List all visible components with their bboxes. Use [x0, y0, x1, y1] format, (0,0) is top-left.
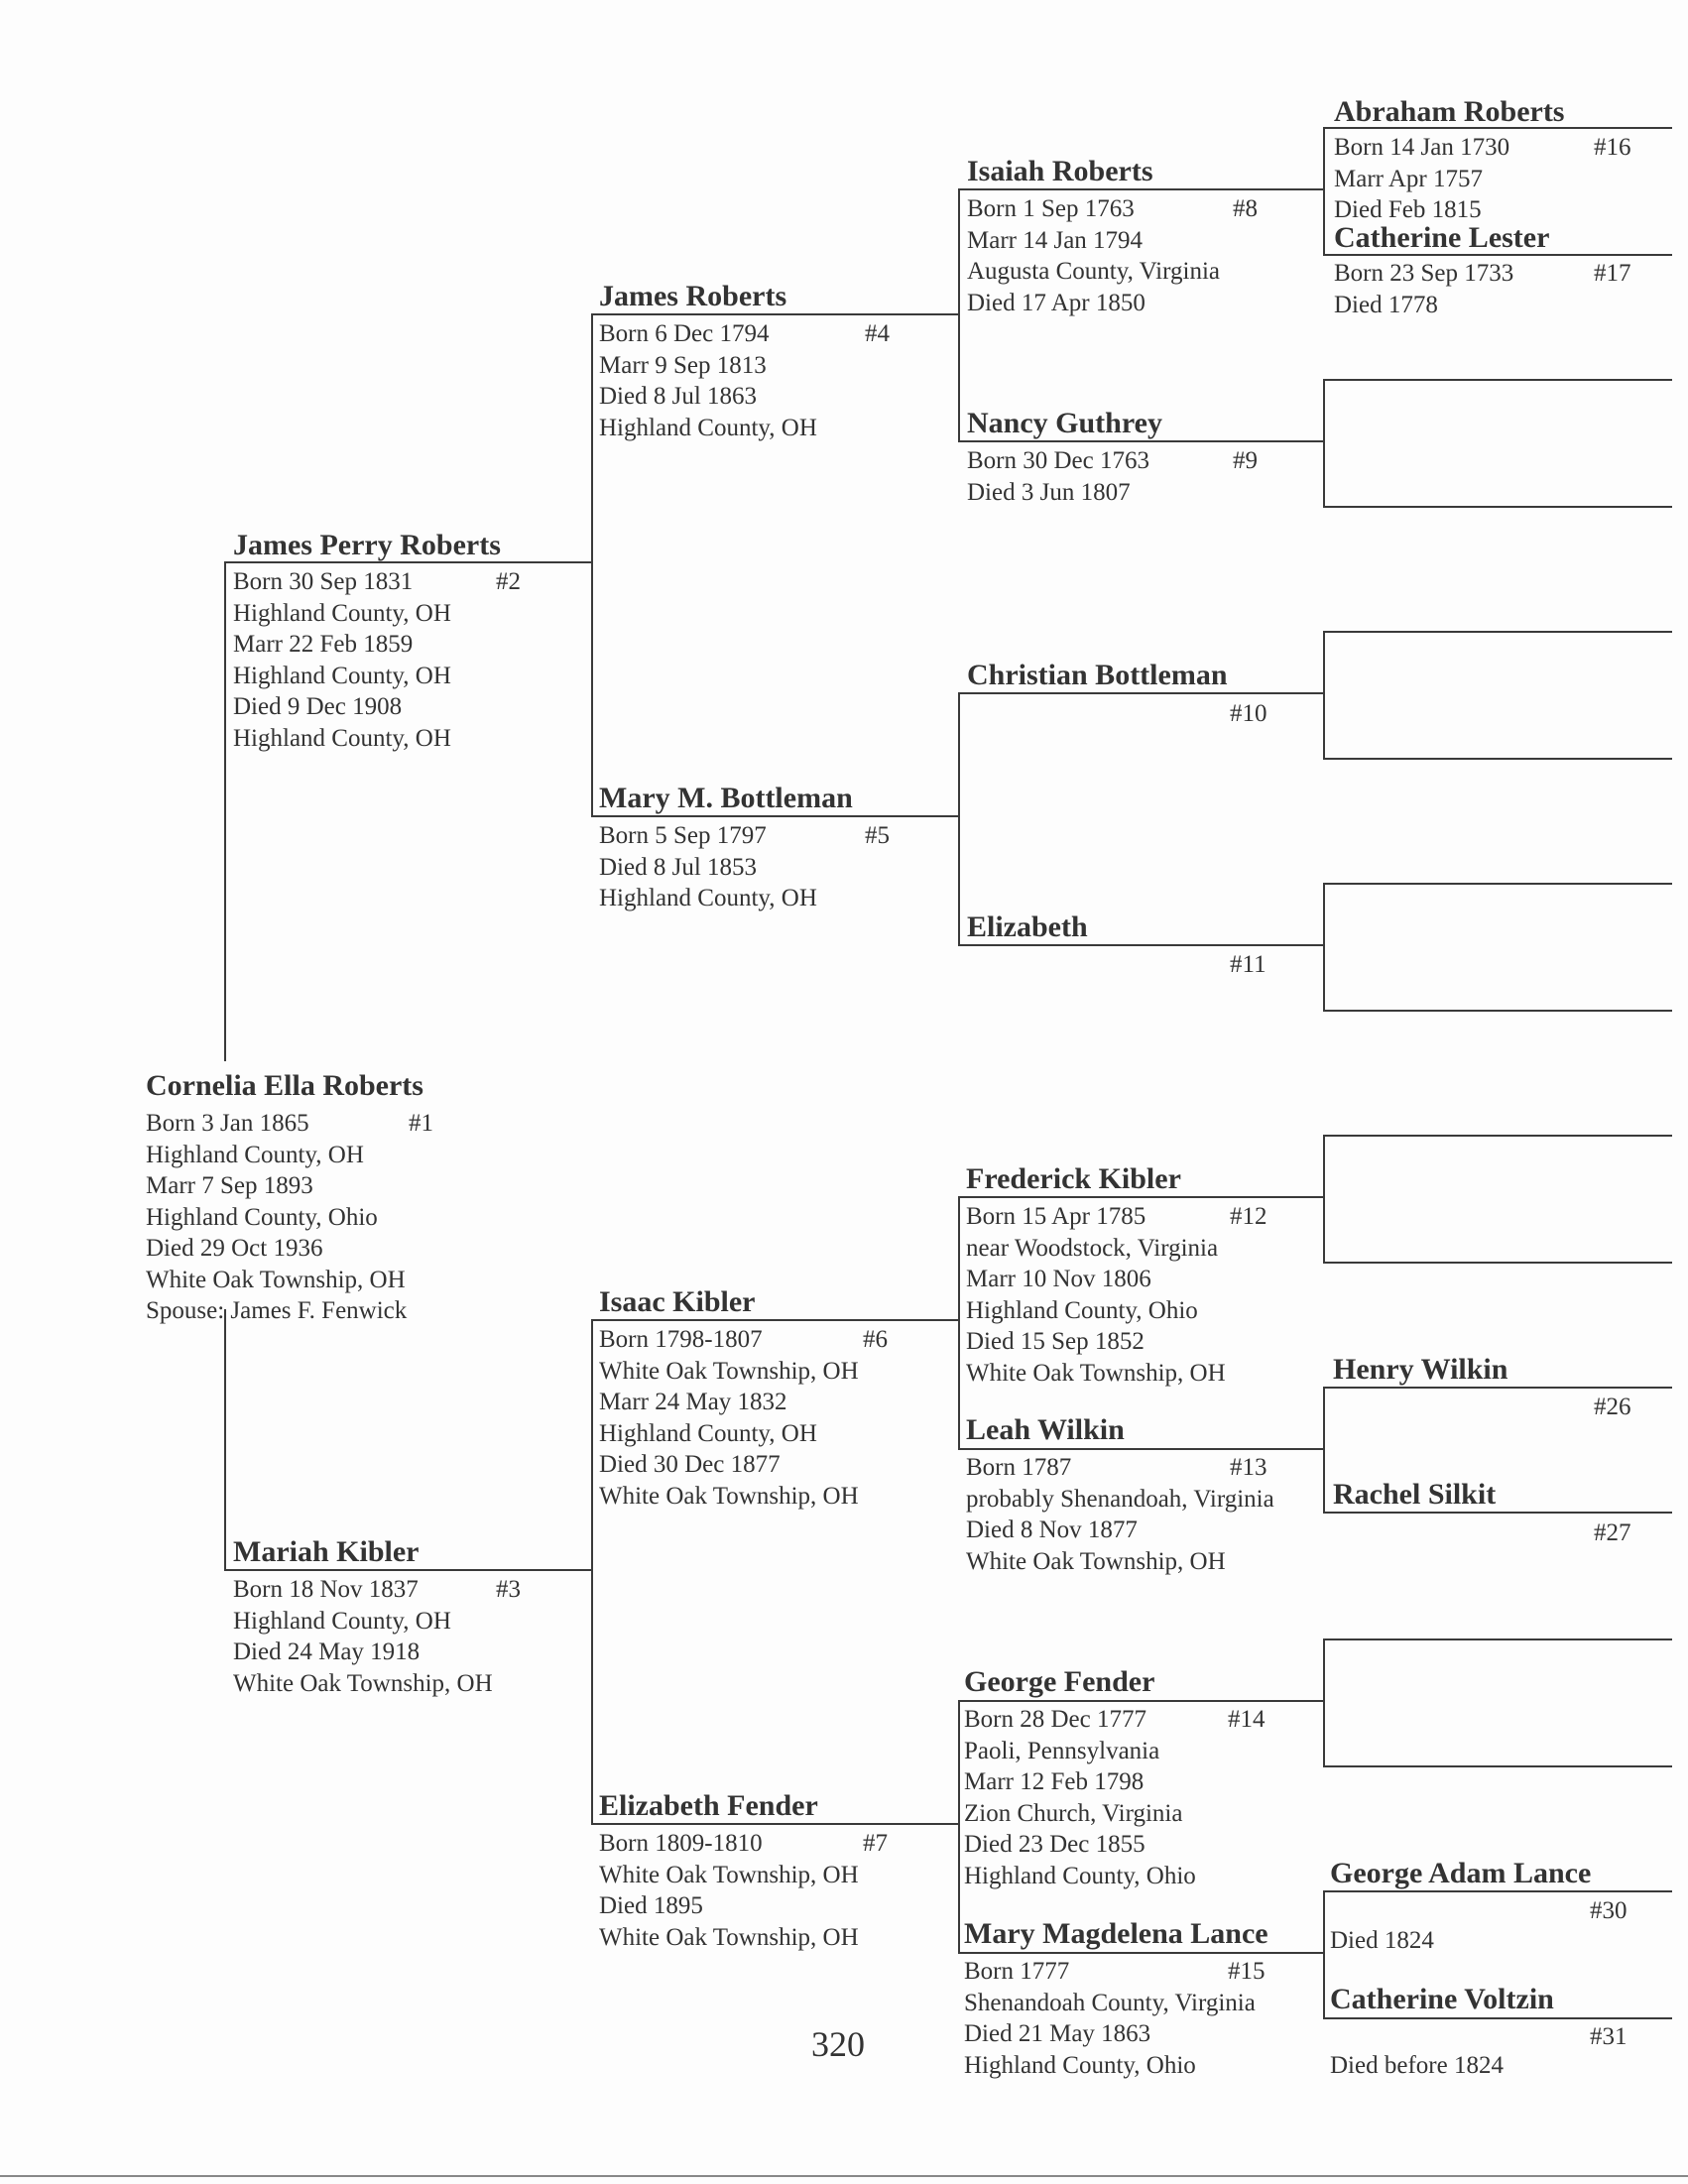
connector-line	[224, 1569, 591, 1571]
person-name: Leah Wilkin	[966, 1413, 1125, 1446]
page-bottom-rule	[0, 2175, 1688, 2177]
person-details	[1334, 258, 1513, 320]
person-name: Frederick Kibler	[966, 1162, 1181, 1195]
detail-line: Died 8 Nov 1877	[966, 1517, 1138, 1543]
detail-line: Marr 9 Sep 1813	[599, 351, 767, 379]
person-number: #3	[496, 1576, 521, 1603]
detail-line: White Oak Township, OH	[146, 1266, 406, 1293]
detail-line: Born 30 Sep 1831	[233, 568, 414, 595]
connector-line	[1323, 2017, 1672, 2019]
detail-line: Born 15 Apr 1785	[966, 1203, 1146, 1230]
person-number: #26	[1594, 1394, 1631, 1420]
detail-line: Born 1 Sep 1763	[967, 195, 1135, 222]
person-details	[233, 566, 451, 754]
detail-line: Marr 7 Sep 1893	[146, 1172, 313, 1199]
person-details	[1330, 1925, 1434, 1957]
person-name: Isaiah Roberts	[967, 155, 1153, 187]
detail-line: Died before 1824	[1330, 2052, 1504, 2079]
detail-line: Marr Apr 1757	[1334, 165, 1483, 192]
connector-line	[1323, 1135, 1672, 1137]
connector-line	[1323, 758, 1672, 760]
person-details	[599, 820, 817, 914]
person-details	[233, 1574, 493, 1699]
connector-line	[1323, 1387, 1325, 1512]
person-number: #2	[496, 568, 521, 595]
detail-line: White Oak Township, OH	[966, 1359, 1226, 1387]
person-details	[964, 1704, 1196, 1891]
person-details	[966, 1201, 1226, 1389]
person-name: Catherine Lester	[1334, 221, 1550, 254]
detail-line: Born 6 Dec 1794	[599, 320, 770, 347]
detail-line: Died 3 Jun 1807	[967, 478, 1131, 506]
detail-line: White Oak Township, OH	[599, 1861, 859, 1888]
connector-line	[1323, 1638, 1325, 1765]
person-details	[1330, 2050, 1504, 2082]
connector-line	[1323, 1890, 1672, 1892]
person-number: #13	[1230, 1454, 1267, 1481]
detail-line: Paoli, Pennsylvania	[964, 1737, 1160, 1764]
connector-line	[958, 1952, 1323, 1954]
detail-line: White Oak Township, OH	[599, 1357, 859, 1385]
person-number: #10	[1230, 700, 1267, 727]
detail-line: Highland County, OH	[233, 599, 451, 627]
person-name: Elizabeth	[967, 910, 1088, 943]
detail-line: Born 14 Jan 1730	[1334, 134, 1510, 161]
person-details	[967, 193, 1220, 318]
detail-line: Born 18 Nov 1837	[233, 1576, 419, 1603]
detail-line: Died 24 May 1918	[233, 1638, 421, 1665]
detail-line: Zion Church, Virginia	[964, 1799, 1183, 1827]
detail-line: Highland County, Ohio	[964, 1862, 1196, 1889]
person-name: James Roberts	[599, 280, 787, 312]
connector-line	[591, 1319, 958, 1321]
detail-line: Highland County, Ohio	[146, 1203, 378, 1231]
detail-line: Died 1895	[599, 1892, 703, 1919]
detail-line: Died 29 Oct 1936	[146, 1235, 323, 1262]
person-details	[964, 1956, 1256, 2081]
connector-line	[591, 1823, 958, 1825]
person-name: Christian Bottleman	[967, 659, 1228, 691]
connector-line	[958, 1448, 1323, 1450]
connector-line	[1323, 1135, 1325, 1262]
detail-line: White Oak Township, OH	[966, 1547, 1226, 1575]
person-number: #31	[1590, 2023, 1628, 2050]
connector-line	[1323, 1262, 1672, 1264]
detail-line: Died 9 Dec 1908	[233, 693, 403, 720]
person-details	[599, 318, 817, 443]
connector-line	[958, 188, 1323, 190]
person-name: Mary Magdelena Lance	[964, 1917, 1268, 1950]
detail-line: Highland County, OH	[599, 414, 817, 441]
detail-line: White Oak Township, OH	[599, 1482, 859, 1510]
detail-line: Died 23 Dec 1855	[964, 1831, 1145, 1858]
person-name: James Perry Roberts	[233, 529, 501, 561]
connector-line	[958, 188, 960, 442]
detail-line: Died Feb 1815	[1334, 196, 1482, 223]
connector-line	[1323, 379, 1672, 381]
person-details	[966, 1452, 1274, 1577]
person-name: Mariah Kibler	[233, 1535, 420, 1568]
connector-line	[958, 692, 1323, 694]
person-name: Nancy Guthrey	[967, 407, 1162, 439]
connector-line	[1323, 631, 1672, 633]
person-name: Abraham Roberts	[1334, 95, 1565, 128]
person-number: #9	[1233, 447, 1258, 474]
connector-line	[1323, 1638, 1672, 1640]
detail-line: near Woodstock, Virginia	[966, 1234, 1219, 1262]
detail-line: Spouse: James F. Fenwick	[146, 1297, 408, 1324]
detail-line: Marr 24 May 1832	[599, 1389, 787, 1415]
connector-line	[1323, 1010, 1672, 1012]
detail-line: Born 3 Jan 1865	[146, 1110, 309, 1137]
connector-line	[1323, 1387, 1672, 1389]
person-name: Catherine Voltzin	[1330, 1983, 1554, 2015]
person-name: Elizabeth Fender	[599, 1789, 818, 1822]
detail-line: Died 30 Dec 1877	[599, 1451, 781, 1478]
detail-line: Died 1778	[1334, 291, 1438, 318]
detail-line: White Oak Township, OH	[599, 1923, 859, 1951]
detail-line: Died 15 Sep 1852	[966, 1328, 1145, 1355]
connector-line	[1323, 631, 1325, 758]
detail-line: Highland County, OH	[233, 662, 451, 689]
person-name: Isaac Kibler	[599, 1285, 756, 1318]
connector-line	[591, 815, 958, 817]
detail-line: White Oak Township, OH	[233, 1669, 493, 1697]
detail-line: Highland County, OH	[599, 1419, 817, 1447]
connector-line	[1323, 1512, 1672, 1514]
person-name: Henry Wilkin	[1333, 1353, 1508, 1386]
detail-line: Highland County, OH	[599, 885, 817, 911]
detail-line: Born 23 Sep 1733	[1334, 260, 1514, 287]
person-number: #17	[1594, 260, 1631, 287]
detail-line: Marr 14 Jan 1794	[967, 226, 1144, 254]
detail-line: Highland County, OH	[233, 1607, 451, 1635]
connector-line	[958, 1196, 960, 1448]
detail-line: Died 8 Jul 1863	[599, 383, 758, 410]
person-number: #27	[1594, 1519, 1631, 1546]
connector-line	[1323, 1890, 1325, 2017]
detail-line: Died 21 May 1863	[964, 2020, 1151, 2047]
person-name: George Fender	[964, 1665, 1155, 1698]
detail-line: Born 5 Sep 1797	[599, 822, 767, 849]
connector-line	[224, 1309, 226, 1569]
person-number: #7	[863, 1830, 888, 1857]
person-number: #8	[1233, 195, 1258, 222]
connector-line	[1323, 379, 1325, 506]
detail-line: Born 1798-1807	[599, 1326, 763, 1353]
person-name: George Adam Lance	[1330, 1857, 1592, 1889]
connector-line	[224, 561, 226, 1061]
person-number: #11	[1230, 951, 1266, 978]
connector-line	[1323, 883, 1325, 1010]
detail-line: Highland County, OH	[233, 724, 451, 752]
detail-line: Highland County, Ohio	[964, 2051, 1196, 2079]
detail-line: Died 17 Apr 1850	[967, 289, 1145, 316]
person-details	[599, 1324, 859, 1512]
connector-line	[591, 1319, 593, 1823]
connector-line	[958, 944, 1323, 946]
detail-line: Augusta County, Virginia	[967, 258, 1220, 285]
person-name: Rachel Silkit	[1333, 1478, 1497, 1511]
detail-line: Shenandoah County, Virginia	[964, 1989, 1256, 2016]
detail-line: Marr 12 Feb 1798	[964, 1768, 1145, 1795]
connector-line	[591, 313, 958, 315]
detail-line: Died 1824	[1330, 1927, 1434, 1954]
connector-line	[958, 1196, 1323, 1198]
person-number: #16	[1594, 134, 1631, 161]
person-details	[967, 445, 1149, 508]
detail-line: Born 30 Dec 1763	[967, 447, 1149, 474]
connector-line	[958, 692, 960, 944]
person-number: #30	[1590, 1897, 1628, 1924]
page-number: 320	[811, 2024, 865, 2064]
detail-line: Born 1809-1810	[599, 1830, 763, 1857]
person-number: #5	[865, 822, 890, 849]
person-number: #15	[1228, 1958, 1266, 1985]
person-name: Mary M. Bottleman	[599, 782, 853, 814]
person-number: #12	[1230, 1203, 1267, 1230]
detail-line: Highland County, Ohio	[966, 1296, 1198, 1324]
detail-line: Born 1777	[964, 1958, 1070, 1985]
connector-line	[1323, 883, 1672, 885]
person-details	[146, 1108, 407, 1327]
person-details	[599, 1828, 859, 1953]
person-number: #6	[863, 1326, 888, 1353]
connector-line	[958, 1700, 960, 1952]
detail-line: Marr 10 Nov 1806	[966, 1266, 1151, 1292]
detail-line: Highland County, OH	[146, 1141, 364, 1168]
connector-line	[1323, 506, 1672, 508]
person-number: #14	[1228, 1706, 1266, 1733]
detail-line: Died 8 Jul 1853	[599, 853, 758, 881]
connector-line	[591, 313, 593, 817]
person-name: Cornelia Ella Roberts	[146, 1069, 423, 1102]
detail-line: Marr 22 Feb 1859	[233, 631, 414, 658]
person-number: #4	[865, 320, 890, 347]
person-details	[1334, 132, 1509, 226]
person-number: #1	[409, 1110, 433, 1137]
detail-line: Born 1787	[966, 1454, 1072, 1481]
connector-line	[958, 440, 1323, 442]
connector-line	[958, 1700, 1323, 1702]
connector-line	[1323, 127, 1325, 254]
detail-line: Born 28 Dec 1777	[964, 1706, 1146, 1733]
connector-line	[1323, 1765, 1672, 1767]
detail-line: probably Shenandoah, Virginia	[966, 1485, 1274, 1513]
